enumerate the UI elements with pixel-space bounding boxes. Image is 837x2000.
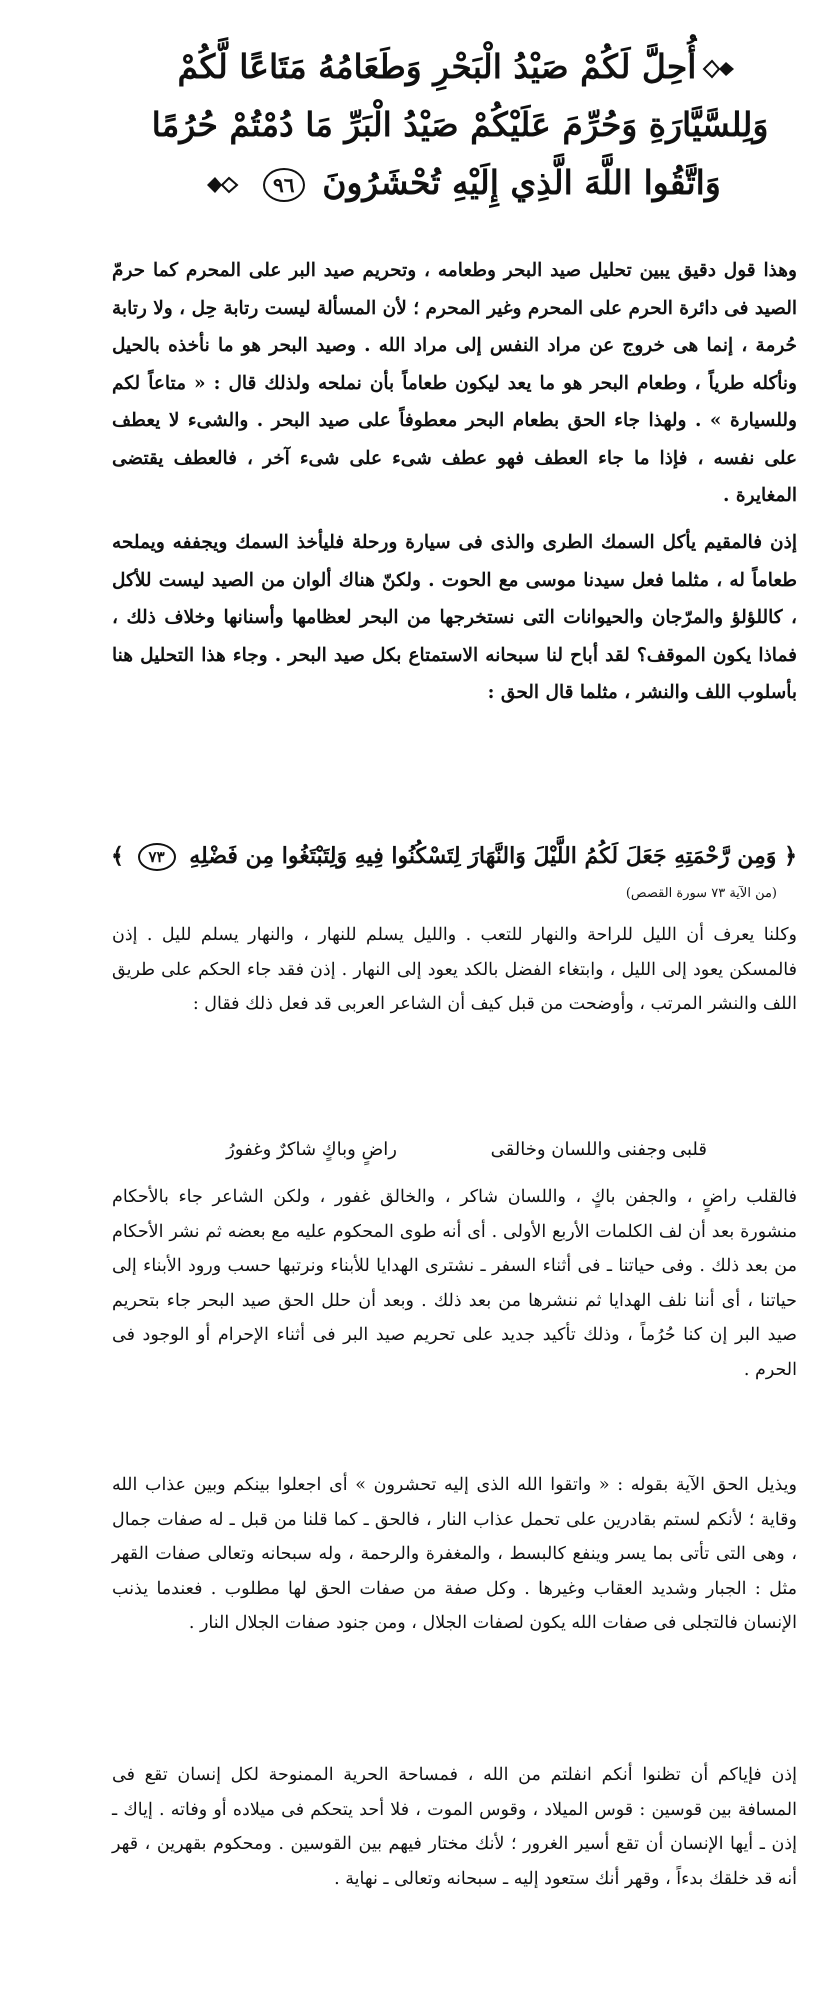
quoted-verse-text: وَمِن رَّحْمَتِهِ جَعَلَ لَكُمُ اللَّيْلَ وَالنَّهَارَ لِتَسْكُنُوا فِيهِ وَلِتَبْتَغُوا مِن فَضْلِهِ: [189, 843, 777, 869]
verse-ornament-icon: [205, 174, 239, 196]
commentary-paragraph: ويذيل الحق الآية بقوله : « واتقوا الله الذى إليه تحشرون » أى اجعلوا بينكم وبين عذاب الله وقاية ؛ لأنكم لستم بقادرين على تحمل عذاب النار ، فالحق ـ كما قلنا من قبل ـ له صفات جمال ، وهى التى تأتى بما يسر وينفع كالبسط ، والمغفرة والرحمة ، وله سبحانه وتعالى صفات القهر مثل : الجبار وشديد العقاب وغيرها . وكل صفة من صفات الحق لها مطلوب . فعندما يذنب الإنسان فالتجلى فى صفات الله يكون لصفات الجلال ، ومن جنود صفات الجلال النار .: [112, 1475, 797, 1633]
verse-text-line-1: أُحِلَّ لَكُمْ صَيْدُ الْبَحْرِ وَطَعَامُهُ مَتَاعًا لَّكُمْ: [177, 47, 697, 86]
poem-hemistich-1: قلبى وجفنى واللسان وخالقى: [490, 1139, 707, 1160]
verse-text-line-2: وَلِلسَّيَّارَةِ وَحُرِّمَ عَلَيْكُمْ صَيْدُ الْبَرِّ مَا دُمْتُمْ حُرُمًا: [151, 105, 769, 144]
quran-verse-block: [130, 38, 790, 228]
commentary-paragraph: وهذا قول دقيق يبين تحليل صيد البحر وطعامه ، وتحريم صيد البر على المحرم كما حرمّ الصيد فى دائرة الحرم على المحرم وغير المحرم ؛ لأن المسألة ليست رتابة حِل ، ولا رتابة حُرمة ، إنما هى خروج عن مراد النفس إلى مراد الله . وصيد البحر هو ما نأخذه بالحيل ونأكله طرياً ، وطعام البحر هو ما يعد ليكون طعاماً بأن نملحه ولذلك قال : « متاعاً لكم وللسيارة » . ولهذا جاء الحق بطعام البحر معطوفاً على صيد البحر . والشىء لا يعطف على نفسه ، فإذا ما جاء العطف فهو عطف شىء على شىء آخر ، فالعطف يقتضى المغايرة .: [112, 260, 797, 506]
bracket-open-icon: ﴿: [784, 843, 797, 869]
verse-reference: (من الآية ٧٣ سورة القصص): [625, 886, 777, 901]
quoted-verse: [112, 836, 797, 876]
verse-line: [130, 96, 790, 154]
commentary-paragraph: إذن فإياكم أن تظنوا أنكم انفلتم من الله ، فمساحة الحرية الممنوحة لكل إنسان تقع فى المسافة بين قوسين : قوس الميلاد ، وقوس الموت ، فلا أحد يتحكم فى ميلاده أو وفاته . إياك ـ إذن ـ أيها الإنسان أن تقع أسير الغرور ؛ لأنك مختار فيهم بين القوسين . ومحكوم بقهرين ، قهر أنه قد خلقك بدءاً ، وقهر أنك ستعود إليه ـ سبحانه وتعالى ـ نهاية .: [112, 1765, 797, 1889]
bracket-close-icon: ﴾: [111, 843, 124, 869]
poem-hemistich-2: راضٍ وباكٍ شاكرٌ وغفورُ: [226, 1139, 397, 1160]
commentary-paragraph: فالقلب راضٍ ، والجفن باكٍ ، واللسان شاكر ، والخالق غفور ، ولكن الشاعر جاء بالأحكام منشورة بعد أن لف الكلمات الأربع الأولى . أى أنه طوى المحكوم عليه مع بعضه ثم نشر الأحكام من بعد ذلك . وفى حياتنا ـ فى أثناء السفر ـ نشترى الهدايا للأبناء ونرتبها حسب ورود الأبناء إلى حياتنا ، أى أننا نلف الهدايا ثم ننشرها من بعد ذلك . وبعد أن حلل الحق صيد البحر جاء بتحريم صيد البر إن كنا حُرُماً ، وذلك تأكيد جديد على تحريم صيد البر فى أثناء الإحرام أو الوجود فى الحرم .: [112, 1187, 797, 1380]
commentary-paragraph: وكلنا يعرف أن الليل للراحة والنهار للتعب . والليل يسلم للنهار ، والنهار يسلم لليل . إذن فالمسكن يعود إلى الليل ، وابتغاء الفضل بالكد يعود إلى النهار . إذن فقد جاء الحكم على طريق اللف والنشر المرتب ، وأوضحت من قبل كيف أن الشاعر العربى قد فعل ذلك فقال :: [112, 925, 797, 1014]
quoted-verse-number: ٧٣: [138, 843, 176, 871]
verse-number-badge: ٩٦: [263, 168, 305, 202]
verse-ornament-icon: [702, 58, 736, 80]
verse-line: [130, 38, 790, 96]
commentary-paragraph: إذن فالمقيم يأكل السمك الطرى والذى فى سيارة ورحلة فليأخذ السمك ويجففه ويملحه طعاماً له ، مثلما فعل سيدنا موسى مع الحوت . ولكنّ هناك ألوان من الصيد ليست للأكل ، كاللؤلؤ والمرّجان والحيوانات التى نستخرجها من البحر لعظامها وأسنانها وخلاف ذلك ، فماذا يكون الموقف؟ لقد أباح لنا سبحانه الاستمتاع بكل صيد البحر . وجاء هذا التحليل هنا بأسلوب اللف والنشر ، مثلما قال الحق :: [112, 532, 797, 703]
verse-line: [130, 154, 790, 212]
verse-text-line-3: وَاتَّقُوا اللَّهَ الَّذِي إِلَيْهِ تُحْشَرُونَ: [322, 163, 721, 202]
